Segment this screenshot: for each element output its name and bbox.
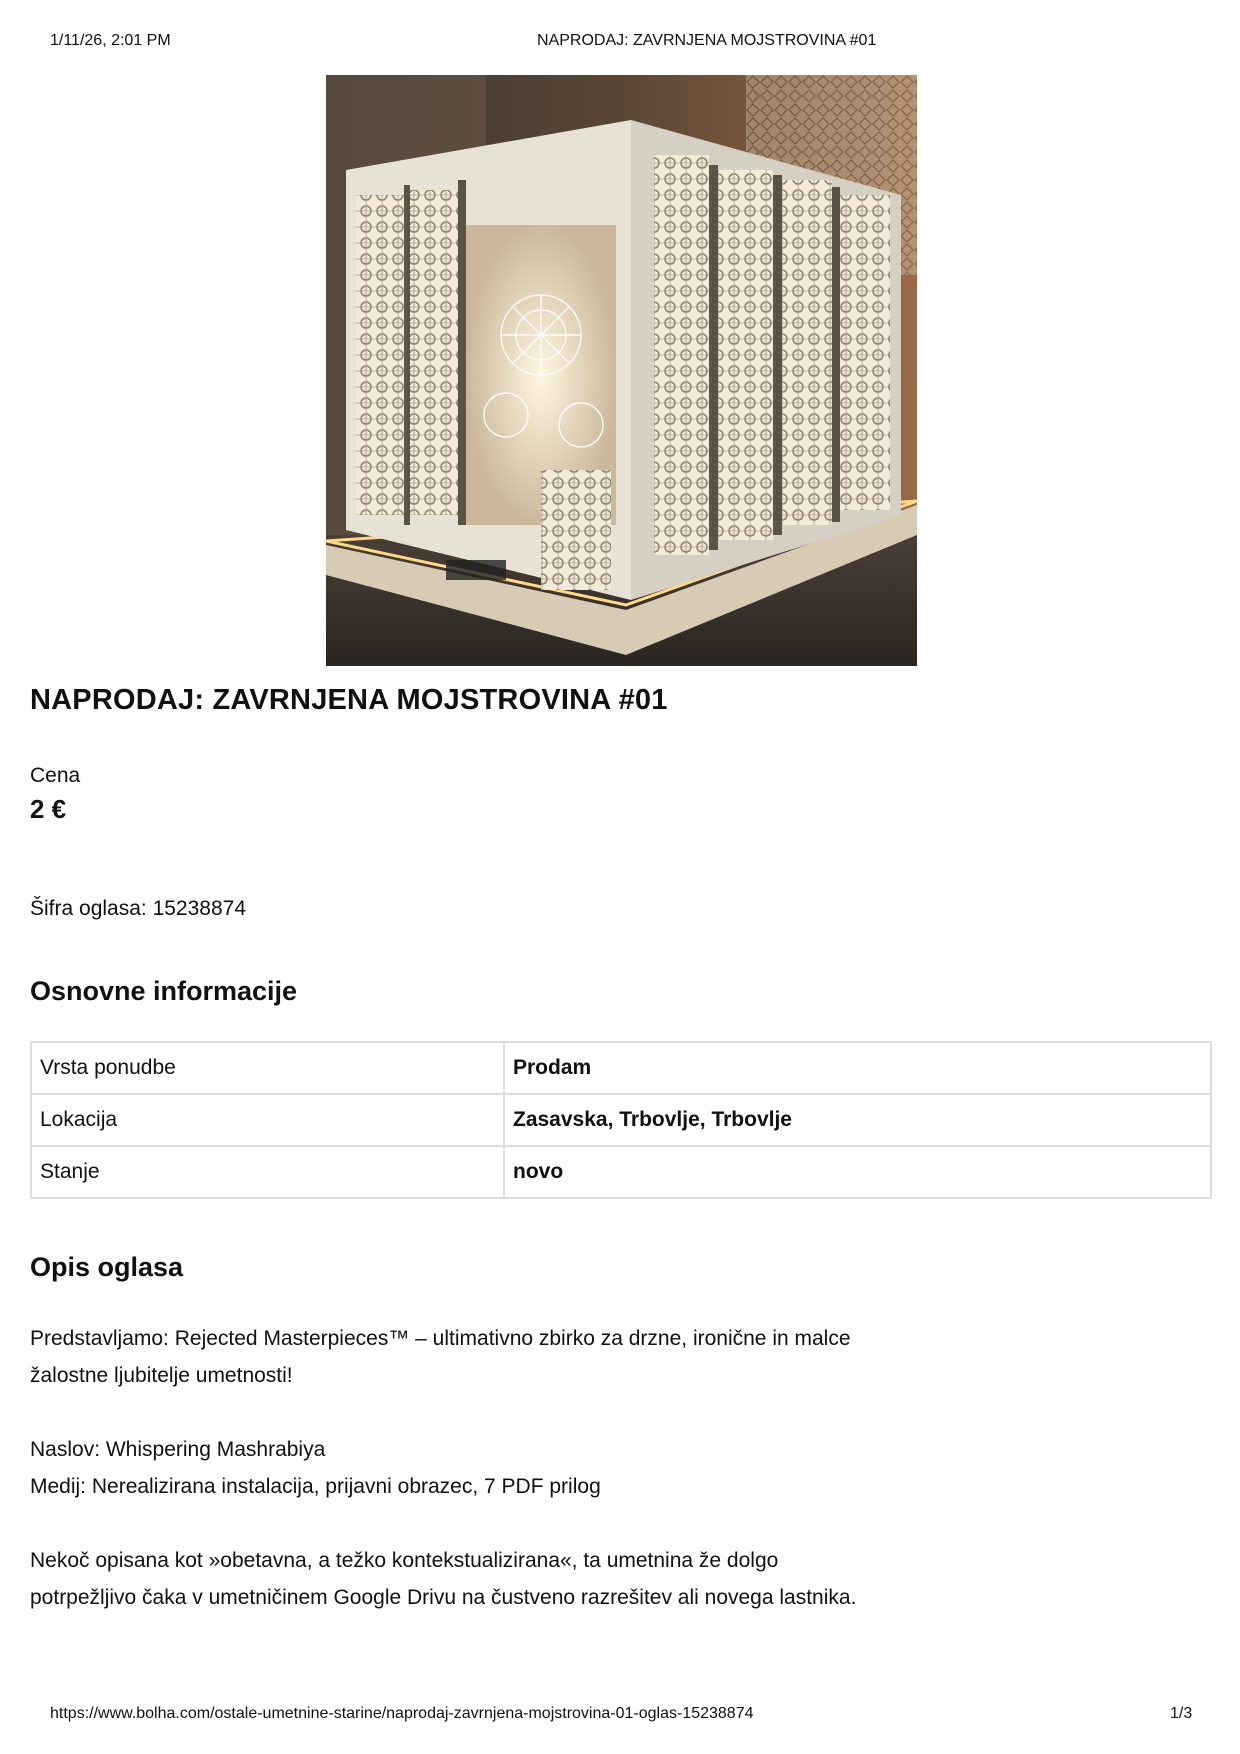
print-datetime: 1/11/26, 2:01 PM bbox=[50, 32, 171, 49]
description-paragraph: Predstavljamo: Rejected Masterpieces™ – ultimativno zbirko za drzne, ironične in malce žalostne ljubitelje umetnosti! bbox=[30, 1327, 851, 1387]
price-value: 2 € bbox=[30, 794, 67, 824]
page-number: 1/3 bbox=[1170, 1705, 1193, 1722]
basic-info-table bbox=[30, 1041, 1212, 1199]
description-paragraph: Nekoč opisana kot »obetavna, a težko kontekstualizirana«, ta umetnina že dolgo potrpežljivo čaka v umetničinem Google Drivu na čustveno razrešitev ali novega lastnika. bbox=[30, 1549, 857, 1609]
info-value: novo bbox=[504, 1146, 1211, 1198]
description-paragraph: Naslov: Whispering Mashrabiya bbox=[30, 1438, 326, 1461]
price-label: Cena bbox=[30, 764, 81, 787]
print-header bbox=[0, 32, 1240, 52]
info-key: Vrsta ponudbe bbox=[31, 1042, 504, 1094]
description-heading: Opis oglasa bbox=[30, 1252, 184, 1282]
listing-image[interactable] bbox=[326, 75, 917, 666]
info-value: Zasavska, Trbovlje, Trbovlje bbox=[504, 1094, 1211, 1146]
table-row bbox=[31, 1042, 1211, 1094]
table-row bbox=[31, 1094, 1211, 1146]
basic-info-heading: Osnovne informacije bbox=[30, 976, 298, 1006]
info-key: Stanje bbox=[31, 1146, 504, 1198]
description-body bbox=[30, 1320, 860, 1653]
page-url[interactable]: https://www.bolha.com/ostale-umetnine-starine/naprodaj-zavrnjena-mojstrovina-01-oglas-15238874 bbox=[50, 1705, 754, 1722]
ad-code: Šifra oglasa: 15238874 bbox=[30, 897, 246, 920]
info-key: Lokacija bbox=[31, 1094, 504, 1146]
print-page-title: NAPRODAJ: ZAVRNJENA MOJSTROVINA #01 bbox=[537, 32, 877, 49]
table-row bbox=[31, 1146, 1211, 1198]
description-paragraph: Medij: Nerealizirana instalacija, prijavni obrazec, 7 PDF prilog bbox=[30, 1475, 601, 1498]
info-value: Prodam bbox=[504, 1042, 1211, 1094]
listing-title: NAPRODAJ: ZAVRNJENA MOJSTROVINA #01 bbox=[30, 684, 668, 716]
